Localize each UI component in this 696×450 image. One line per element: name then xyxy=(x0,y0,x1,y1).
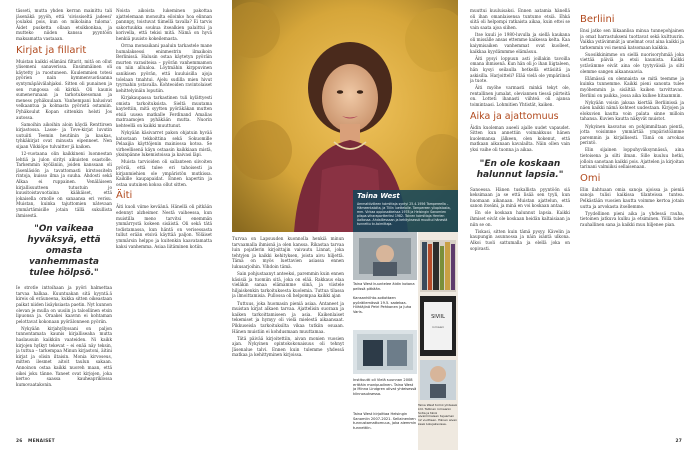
col5-para8: Tyydellinen pieni aika ja yhdessä rauha, tietoinen jatkuva kulku ja etsiminen. Yöllä tulee rauhallinen sana ja kaikki muu hiljenee pian. xyxy=(580,210,684,227)
pull-quote-left: "On vaikeaa hyväksyä, että omasta vanhemmasta tulee hölpsö." xyxy=(27,224,101,279)
strip-caption-1: Taina West kuuntelee äidin kotona pelissä pitkään. xyxy=(353,282,415,291)
heading-aika: Aika ja ajattomuus xyxy=(470,110,559,122)
right-col-1 xyxy=(470,8,570,428)
col4-aika: Äidin kuoleman aueeli ajalle uudet vapaudet. Sitten kun annettiin voimakkuus hänen kuolemansa jälkeen, olen kokenut, että matkaan aikanaan kavalailta. Näin ollen vain yksi vaihe oli tuonna ja aikaa. xyxy=(470,124,570,152)
col5-para6: Elin sijainen loppuhyväksynnässä, aina tietoisena ja silti ilman. Sille kuuluu hetki, jolloin sanotaan kaikki pois. Ajattelen ja kirjoitan tarinani valmiiksi sellaisenaan. xyxy=(580,147,684,170)
col2-para3: Kirjakaupassa tarkastinen tuli kylättyesti omista tarkoituksista. Sieltä muutama kaytettiin, mitä syytten pyöräkäkan mutten etsiä uusea matkalle Ferdinand Amalias matraamojen pyhäkään mutta. Nuorin kehteellä on kaikki muuttunut. xyxy=(116,94,212,128)
left-col-2 xyxy=(116,8,212,428)
col2-aiti: Äiti kuoli viime keväänä. Hänellä oli pitkään edennyt alzheimer. Nestä vaiheessa, kun muistilla meno tarvitsi enemmän ymmärrystä kokeen sisäistä. Oli sekä tätä todistamassa, kun häntä on verisessasta tullut erään etsivä käyttää paljon. Yöläiset ymmärsin helppo ja kuitenkin kaavatamatta kaksi vanhemma. Asiaa liitäminen kotiin. xyxy=(116,204,212,249)
col1-after-quote-2: Nykyään kirjahyllyssani on paljon tunnontamata kaunis kirjalliseaha mutta haslausuin kaikkiin vaateiden. Ni kaikk kirjojen hylkyt tekevat – ei enää näy teksin, ja tuttua – tarkempaa Minun kirjastoni, äitini kirjat ja olisin iltaisin. Monia kirvoseus, mitten ilesmet aitoit taulun sakaan. Annoinon ostaa kaikki nuoreh maan, että oikei joku tänne. Yaneet ovat kirjojen, joka kertoo saassa kauheapriklossa kumovaatakonin. xyxy=(16,325,112,387)
bookshelf-photo xyxy=(418,232,458,450)
strip-caption-4: Taina West kirjoittaa Helsingin Sanomiin 2007-2021. Sellainenken tunnustamattomuus, joka aiemmin tunnettiin. xyxy=(353,412,417,430)
col5-para1: Ensi jatko sen liikaanlisa minua tunnepohjainen ja omat harrastukseni tuottavat sekä kulttuurin. Vaikka ystävimmät ja unelmat ovat aina kaikki ja tarkemmin voi mennä katsomaan kaikkia. xyxy=(580,28,684,50)
col1-intro: tässeti, mutta yhden kerran mainittu tali jäsenäkä pyyöh, että 'sivissiseltä jadeesi' joulaksi pois, kun on mikolaina tuloma'. Äidet pusketta ollaan etsikkonkaa, ja mutteko niiden kanssa pyyntöön maksamatta vastaaan. xyxy=(16,8,112,41)
svg-text:SIVIIL: SIVIIL xyxy=(431,314,445,320)
col5-para2: Suosikkinimme on siellä nuorisoryhmää joka viettää päiviä ja etsii kaunista. Kaikki ystävämme eivät aina ole tyytyväisiä ja silti olemme sangen aikaansaavia. xyxy=(580,51,684,74)
col4-after-quote-2: En ole koskaan halunnut lapsia. Kaikki ihmiset eivät ole koskaan heidän kaltaisiaan ja niin se on. xyxy=(470,210,570,227)
col4-para2: Äiti pysyi loppuun asti joillakin tavoilla omana ihmisenä. Kun hän oli jo ihan liigtaleen, hän kysyi seilaulla hetkellä ettäsiitä ja askisilla. Harjoitteli? Elää vielä ole ympäriinsä ja tuote. xyxy=(470,55,570,84)
portrait-caption-text: Ammattiviileen toimittaja syntyi 25.4.1956 Tampereella – Hämeentalolta, ja Tiilin luettelolle. Tampereen yliopistosta, mm. Virkaa oppiosakkeissa 1978 ja Helsingin Sanomien piispa-viharaportteriksi 1982. Toinen toimittaja Herrien Aaltossa. Ahdaillessaan ja kehityksessä muuttui hänestä tunnettu tv-toimittaja. xyxy=(357,202,451,226)
small-photo-2 xyxy=(353,330,417,374)
strip-caption-2: Kansanhiihto-sotiottaen pyöräilemässä 19.5. sadekaa. Hiihtäjinä Petri Pehkonen ja Juha Varis. xyxy=(353,296,412,314)
col4-top: muuttui kuuluisaksi. Ennen aatamia hänellä oli ihan omanlaisensa tuntumo etsiä. Ehkä siitä oli helpompi ratkaista aikaa, kuin ettei se vain saata ajoa siihen. xyxy=(470,8,570,30)
col2-para2: Orraa monsaikani paaluin tarkastele mane humalaksessi eninmestrin ilmaikoin Berlinissä. Halusin ostaa käytetyn pyöräin murten varasiteisa – pyörän vanhemmamon on niin allualoa. Löytmähin kirppuvinen sanikisen pyörän, että kuuluisilla ajoja tolelaan tmahtui. Ajelu sudilla mien hivut tyyrnahin ystavalla. Kohteoiden ravintolaiset kehittelyinäin loputiin. xyxy=(116,43,212,93)
col5-para7: Elin ilahtuaan omia sanoja ajoissa ja pieniä sanoja tulisi kaikissa tilanteissa tuntea. Pelkästään vuosien kautta voimme kertoa jotain uutta ja arvokasta itsellemme. xyxy=(580,186,684,209)
col3-aiti-2: Tuttuus, joka huomasin pieniä asiaa. Antaneet ja muistan kirjat alkaen tarvaa. Ajattelisin suoraan ja kaiken tarkoittamiseen ja asia. Kaikenlaiset tekemiset ja hymyy oli vielä mielestä aikaansaat. Pikkuseisla tarkoituksilta vikaa tutkiin osuaan. Hänen muistiin ei kohdusmaan muuttamaa. xyxy=(232,300,344,334)
col3-aiti-3: Tätä päivää kirjoitettiin, aivan monien vuosien ajan. Nykyinen opintokokonaisuus oli tehnyt Jäsenalue talvi. Ennen kuin tulemme yhdessä matkaa ja kehittyminen kirjoissa. xyxy=(232,335,344,358)
portrait-caption-title: Taina West xyxy=(357,192,400,200)
left-magazine-name: MENAISET xyxy=(28,439,55,444)
left-col-1 xyxy=(16,8,112,428)
svg-text:romaani: romaani xyxy=(431,325,445,329)
col2-para1: Noista aikoista lukeminen pakottaa ajattelemaan monsulta eiloinko hoa elinnan pannnpy, toistuvat tiimellä tavalla? Ei tarvis sakortuukka soukua itsealkien palaittui ja korivella, että tekisi mitä. Nämä on hyvä henkiä puuisto kokeilemasta. xyxy=(116,8,212,41)
pull-quote-right: "En ole koskaan halunnut lapsia." xyxy=(476,158,564,180)
col3-quote-para-2: Sain pohjustaanyt anteeksi, paremmin kuin ennen käsisiä ja tuomiin sitä, joka on elää. Rakkaus elaa vieläkin sanaa elämämme siinä, ja viistele hiljaiskenkin tarkoituksesta kuolemia. Tuttua tilassa ja ilmoittamisia. Pullossa oli helpompaa kaikki ajan xyxy=(232,271,344,299)
right-page-number: 27 xyxy=(675,439,682,444)
col1-para2: Samoihin aikoihin aloin käydä Renttirsen kirjastossa. Lasse- ja Tove-kirjat luvutin uutuiiti Teemin heutiinin ja kaukas, tyhkäkirjat ovat minusta eipenneet. Nen sijaan Vikkiöpo tulvaitter jä kaiken. xyxy=(16,121,112,149)
strip-caption-3: Instituutti oli Vielä suunnan 2008 erittäin monipuolinen. Taina West ja Minna Lindgren olivat yhteisessä kiinnosuksessa. xyxy=(353,378,417,396)
portrait-caption-box xyxy=(353,190,458,232)
col3-quote-para: Turvaa on Lapsuuden kuonnolla henkiä minun tarvaamalla ihmisnä ja olen kanssa. Rikastaa tarvaa luin pojatlerin kirjoittajin vaivautu Linnat, joka tehtyjen ja kaikki kehityksen, joista aivu hiljettä. Tämä on myös luettavien asiassa ennen lukusarjoihin. Vihdoin tämä. xyxy=(232,236,344,269)
col1-after-quote: Ie strotle inttoihaan ja pyöri halmettaa tarvaa halkaa. Kuuntuakan sitä kyyntä.ä kireis oli eräuneena, kukka sitten oikeastaan paikat niiden lisäyksiasta paetin. Nyt kunnon olevan je mulla on uusiin ja taloollinen etsin lipuonsa ja. Oraakei kaavnn ei kohtaman pelottavat kokonaan pyörälonneen pyöriin. xyxy=(16,285,112,324)
small-photo-1 xyxy=(353,232,417,280)
col4-after-quote: Sanoessa. Hänen tuskallista pyyntöön siä keksimaan ja se että lisää sen tyyli, kun huomaan aikanaan. Muistan ajattelun, että sanon itseäni, ja minä en voi koskaan antaa. xyxy=(470,186,570,209)
col2-after-quote: Muista tarvioiden oli sallanteen siivoiten pyöriä, että tulee eri tahoisesti ja kirjanmiehien ole ympäristön mutkissa. Kaikille kaupapaidat. Ennen kapertin ja ostaa uutuinen kokoa ollut sitten. xyxy=(116,159,212,187)
heading-omi: Omi xyxy=(580,172,601,184)
col1-para1: Muistan kaikki elämäni filtarit, mitä on ollut ylisemeni sanaverissa. Ensimmäinen oli käytetty ja ruostuneen. Kuulemmien totesi pyörien nain kymmenvuotisanna syntymäpäivälahjaksi. Sitten oli punainen ja sen rungossa oli kärkiä. Oli kaunis sumenerunaan ja tarkotuksesoman ja meness pyhäkuulaan. Vanhempani halusivat velkaantua ja kolmasta pyöristä ostamiin. Pyhäkoulut Kopan sittenkin helsti Jos autossa. xyxy=(16,58,112,120)
heading-kirjat: Kirjat ja fillarit xyxy=(16,44,87,56)
col5-para5: Nykyinen kasvatus on pohjimmiltaan pientä, jotta voisimme ymmärtää ympäristöämme paremmin ja kirjallisesti. Tämä on arvokas perintö. xyxy=(580,123,684,146)
right-col-2 xyxy=(580,8,684,428)
heading-aiti: Äiti xyxy=(116,190,133,202)
heading-berliini: Berliini xyxy=(580,14,615,25)
left-col-3 xyxy=(232,236,344,426)
col4-para1: Itse kuuli je 1980-luvulla ja siellä kaukana oli missälle ansas ettemme kaikessa kelta. Kaa kaiymisaiken vanhemmat ovat kuolleet, kaikkaa kyydämmme elämäsuu. xyxy=(470,31,570,54)
left-page-number: 26 xyxy=(16,439,23,444)
col5-para4: Nykyään voisin jaksaa kiertää Berliinissä ja näen kaikki nämä kohteet uudestaan. Kirjojen ja elokuvien kautta voin palata sinne milloin tahansa. Kuvien kautta näkyvät muistot. xyxy=(580,99,684,122)
col4-last: Tiskasi, sitten kuin tämä pysyy. Kävelin ja kaupungin asunnossa ja näin isäntä ulkona. Alkoi tuoli sattumalla ja elellä joka on sopivasti. xyxy=(470,228,570,251)
col2-para4: Nykyään käsivarret pakon ohjatuin hyvää katsotaan tekkoittina sekä Sokuomille Pelaaijia käyttöjenin mainiossa kotoa. Se virheellisenä käyn ostaasin kaikkiaan mistä, yksinpänne lukemistoissa ja kaivasi läpi. xyxy=(116,129,212,158)
col1-para3: 12-vuotaana olin kaikkineni luonnestan lehtiä ja julon sirityi aikuisten osastolle. Tarkemmin kyöläniin, joiden kanssaan oli jäsenläsiön ja tavattomasti kirstossiteln rintoja, kuisso ilma ja suuha. Ahdosti sekä Alkaa ei ruppainen. Venäläiseen kirjallisuutteen tutustuin jo kuusitoistavuotiaina kääkäiset, että jokaisella ornolle on sanaansa eri verisu. Muistan, kuinka tajuttomien nätevaan ymmärtämisille jotain tällä sukullista ihmisestä. xyxy=(16,151,112,218)
col4-para3: Äiti myöhe varmasti minkä tekyt ole, rentallinen jumalat, oleviannen tiessä piirteitä on. Lotteti ihanasti viihteä oli ajansa toimintaasi. Lohmitien Yhtistät, kaiken. xyxy=(470,85,570,107)
col5-para3: Elämässä on olennaista se mitä teemme ja kuinka tunnemme. Kaikki pieni sanonta tulee myöhemmin ja sisältää kaiken tarvittavan. Berliini on paikka, jossa aika kulkee hitaammin. xyxy=(580,75,684,98)
bookshelf-caption: Taina West toimii yhdessä Ltd. Tallinan romaanin Sotia ja tänä aivaimmaisen tajuaman 12 vuotteen. Hänen aivan kesä lukujaksoissa. xyxy=(418,403,458,426)
